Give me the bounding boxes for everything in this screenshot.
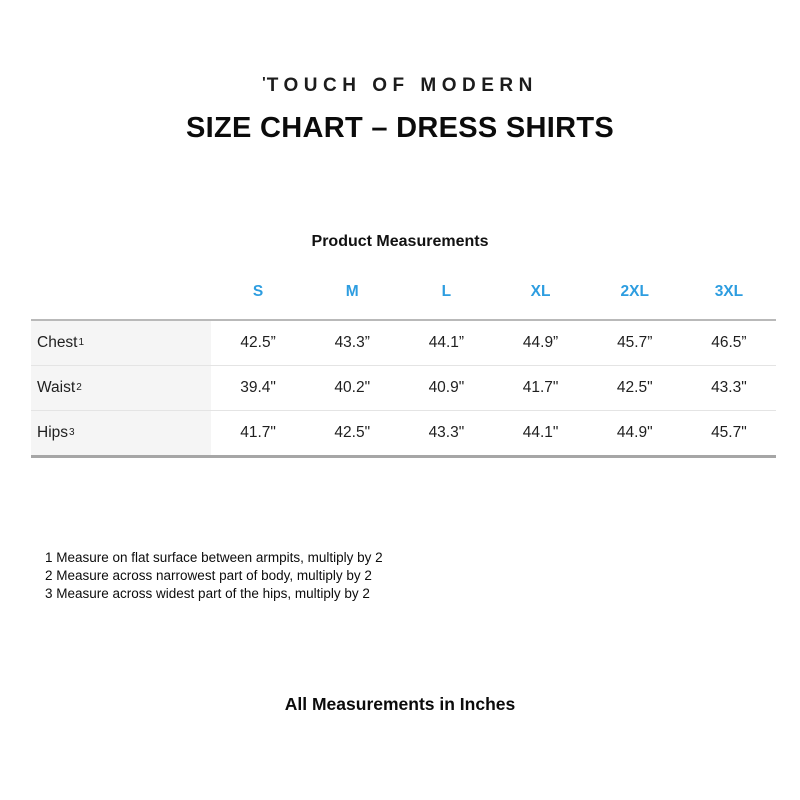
row-label-text: Hips bbox=[37, 424, 69, 441]
table-row bbox=[31, 411, 776, 455]
units-note: All Measurements in Inches bbox=[284, 694, 516, 714]
size-column-header: 2XL bbox=[620, 283, 649, 300]
measurement-value: 43.3" bbox=[428, 424, 465, 441]
brand-logo-text: TOUCH OF MODERN bbox=[266, 75, 538, 96]
measurement-value: 40.9" bbox=[428, 379, 465, 396]
size-column-header: L bbox=[441, 283, 452, 300]
measurement-value: 45.7" bbox=[711, 424, 747, 441]
footnotes bbox=[45, 549, 383, 603]
measurement-value: 45.7” bbox=[617, 334, 653, 351]
table-row bbox=[31, 366, 776, 411]
row-label: Waist 2 bbox=[31, 366, 211, 410]
brand-logo-mark: ' bbox=[262, 74, 267, 91]
measurement-value: 41.7" bbox=[240, 424, 276, 441]
table-caption: Product Measurements bbox=[311, 233, 489, 250]
table-row bbox=[31, 321, 776, 366]
row-label-text: Chest bbox=[37, 334, 78, 351]
footnote-line: 2 Measure across narrowest part of body, multiply by 2 bbox=[45, 568, 372, 583]
measurement-value: 42.5" bbox=[616, 379, 653, 396]
row-label: Chest 1 bbox=[31, 321, 211, 365]
measurement-value: 42.5" bbox=[334, 424, 371, 441]
brand-logo bbox=[0, 74, 800, 97]
measurement-value: 42.5” bbox=[240, 334, 276, 351]
measurement-value: 44.1” bbox=[428, 334, 465, 351]
footnote-line: 1 Measure on flat surface between armpits, multiply by 2 bbox=[45, 550, 383, 565]
measurement-value: 39.4" bbox=[240, 379, 276, 396]
size-column-header: XL bbox=[530, 283, 551, 300]
measurement-value: 40.2" bbox=[334, 379, 371, 396]
measurement-value: 46.5” bbox=[711, 334, 747, 351]
measurement-value: 44.9" bbox=[616, 424, 653, 441]
footnote-line: 3 Measure across widest part of the hips, multiply by 2 bbox=[45, 586, 370, 601]
measurement-value: 41.7" bbox=[522, 379, 559, 396]
measurements-table bbox=[31, 319, 776, 458]
size-column-header: M bbox=[345, 283, 359, 300]
size-column-header: S bbox=[252, 283, 264, 300]
measurement-value: 43.3" bbox=[711, 379, 747, 396]
measurement-value: 43.3” bbox=[334, 334, 370, 351]
page-title: SIZE CHART – DRESS SHIRTS bbox=[185, 112, 615, 144]
measurement-value: 44.9” bbox=[522, 334, 559, 351]
measurement-value: 44.1" bbox=[522, 424, 559, 441]
row-label: Hips 3 bbox=[31, 411, 211, 455]
size-column-header: 3XL bbox=[714, 283, 744, 300]
size-header-row bbox=[31, 281, 776, 303]
row-label-text: Waist bbox=[37, 379, 76, 396]
